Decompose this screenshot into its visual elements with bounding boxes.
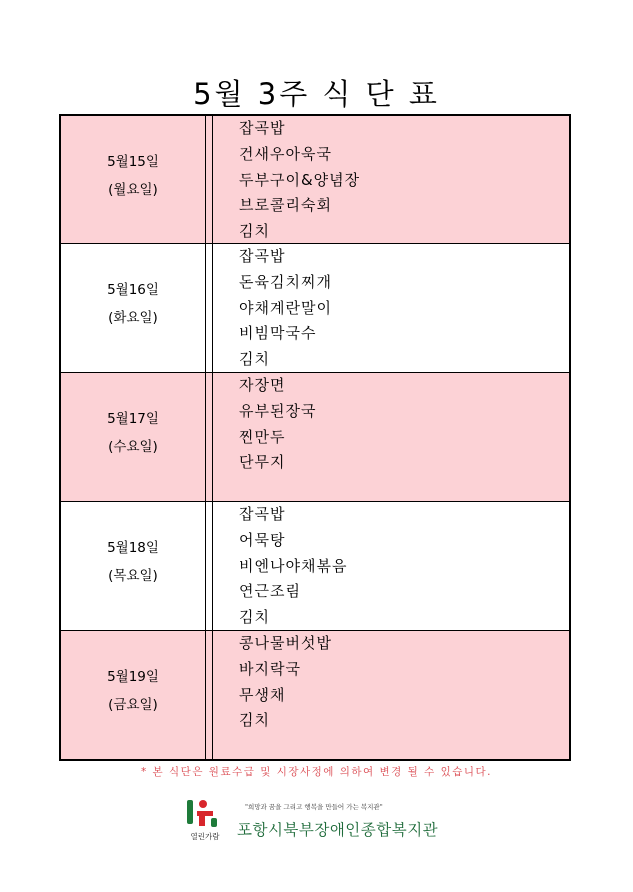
date-cell (61, 244, 205, 372)
organization-name: 포항시북부장애인종합복지관 (237, 821, 439, 839)
page-title: 5월 3주 식 단 표 (193, 77, 440, 111)
menu-item: 비엔나야채볶음 (239, 556, 348, 575)
menu-item: 김치 (239, 608, 270, 627)
menu-item: 브로콜리숙회 (239, 196, 332, 215)
menu-item: 유부된장국 (239, 401, 317, 420)
menu-item: 콩나물버섯밥 (239, 634, 332, 652)
date-cell (61, 116, 205, 243)
menu-list (239, 373, 559, 476)
day-weekday: (화요일) (108, 310, 158, 326)
menu-item: 야채계란말이 (239, 298, 332, 317)
menu-item: 김치 (239, 222, 270, 241)
menu-list (239, 116, 559, 245)
menu-list (239, 502, 559, 631)
day-row (61, 502, 569, 631)
column-separator (205, 244, 213, 372)
change-notice: * 본 식단은 원료수급 및 시장사정에 의하여 변경 될 수 있습니다. (140, 766, 493, 778)
menu-item: 건새우아욱국 (239, 144, 332, 163)
day-row (61, 631, 569, 759)
day-row (61, 116, 569, 244)
menu-list (239, 244, 559, 373)
column-separator (205, 502, 213, 630)
menu-list (239, 631, 559, 734)
date-cell (61, 502, 205, 630)
menu-item: 두부구이&양념장 (239, 170, 361, 189)
day-date: 5월19일 (107, 669, 159, 685)
menu-item: 찐만두 (239, 427, 286, 446)
day-date: 5월15일 (107, 153, 159, 170)
day-date: 5월17일 (107, 411, 159, 427)
column-separator (205, 631, 213, 759)
column-separator (205, 116, 213, 243)
day-weekday: (수요일) (108, 439, 158, 455)
day-date: 5월16일 (107, 282, 159, 298)
date-cell (61, 631, 205, 759)
day-row (61, 373, 569, 502)
day-weekday: (월요일) (108, 181, 158, 198)
menu-item: 잡곡밥 (239, 505, 286, 523)
day-weekday: (목요일) (108, 568, 158, 584)
day-row (61, 244, 569, 373)
footer (183, 798, 453, 848)
menu-item: 비빔막국수 (239, 324, 317, 343)
logo-name: 열린가람 (190, 832, 220, 841)
organization-logo-icon (183, 798, 221, 830)
column-separator (205, 373, 213, 501)
day-weekday: (금요일) (108, 697, 158, 713)
menu-item: 무생채 (239, 685, 286, 704)
menu-item: 잡곡밥 (239, 247, 286, 265)
menu-item: 단무지 (239, 453, 286, 472)
day-date: 5월18일 (107, 540, 159, 556)
menu-table (59, 114, 571, 761)
date-cell (61, 373, 205, 501)
menu-item: 연근조림 (239, 582, 301, 601)
menu-item: 잡곡밥 (239, 119, 286, 137)
slogan: "희망과 꿈을 그리고 행복을 만들어 가는 복지관" (245, 803, 383, 811)
menu-item: 김치 (239, 350, 270, 369)
menu-item: 김치 (239, 711, 270, 730)
menu-item: 바지락국 (239, 659, 301, 678)
menu-item: 자장면 (239, 376, 286, 394)
menu-item: 돈육김치찌개 (239, 272, 332, 291)
menu-item: 어묵탕 (239, 530, 286, 549)
